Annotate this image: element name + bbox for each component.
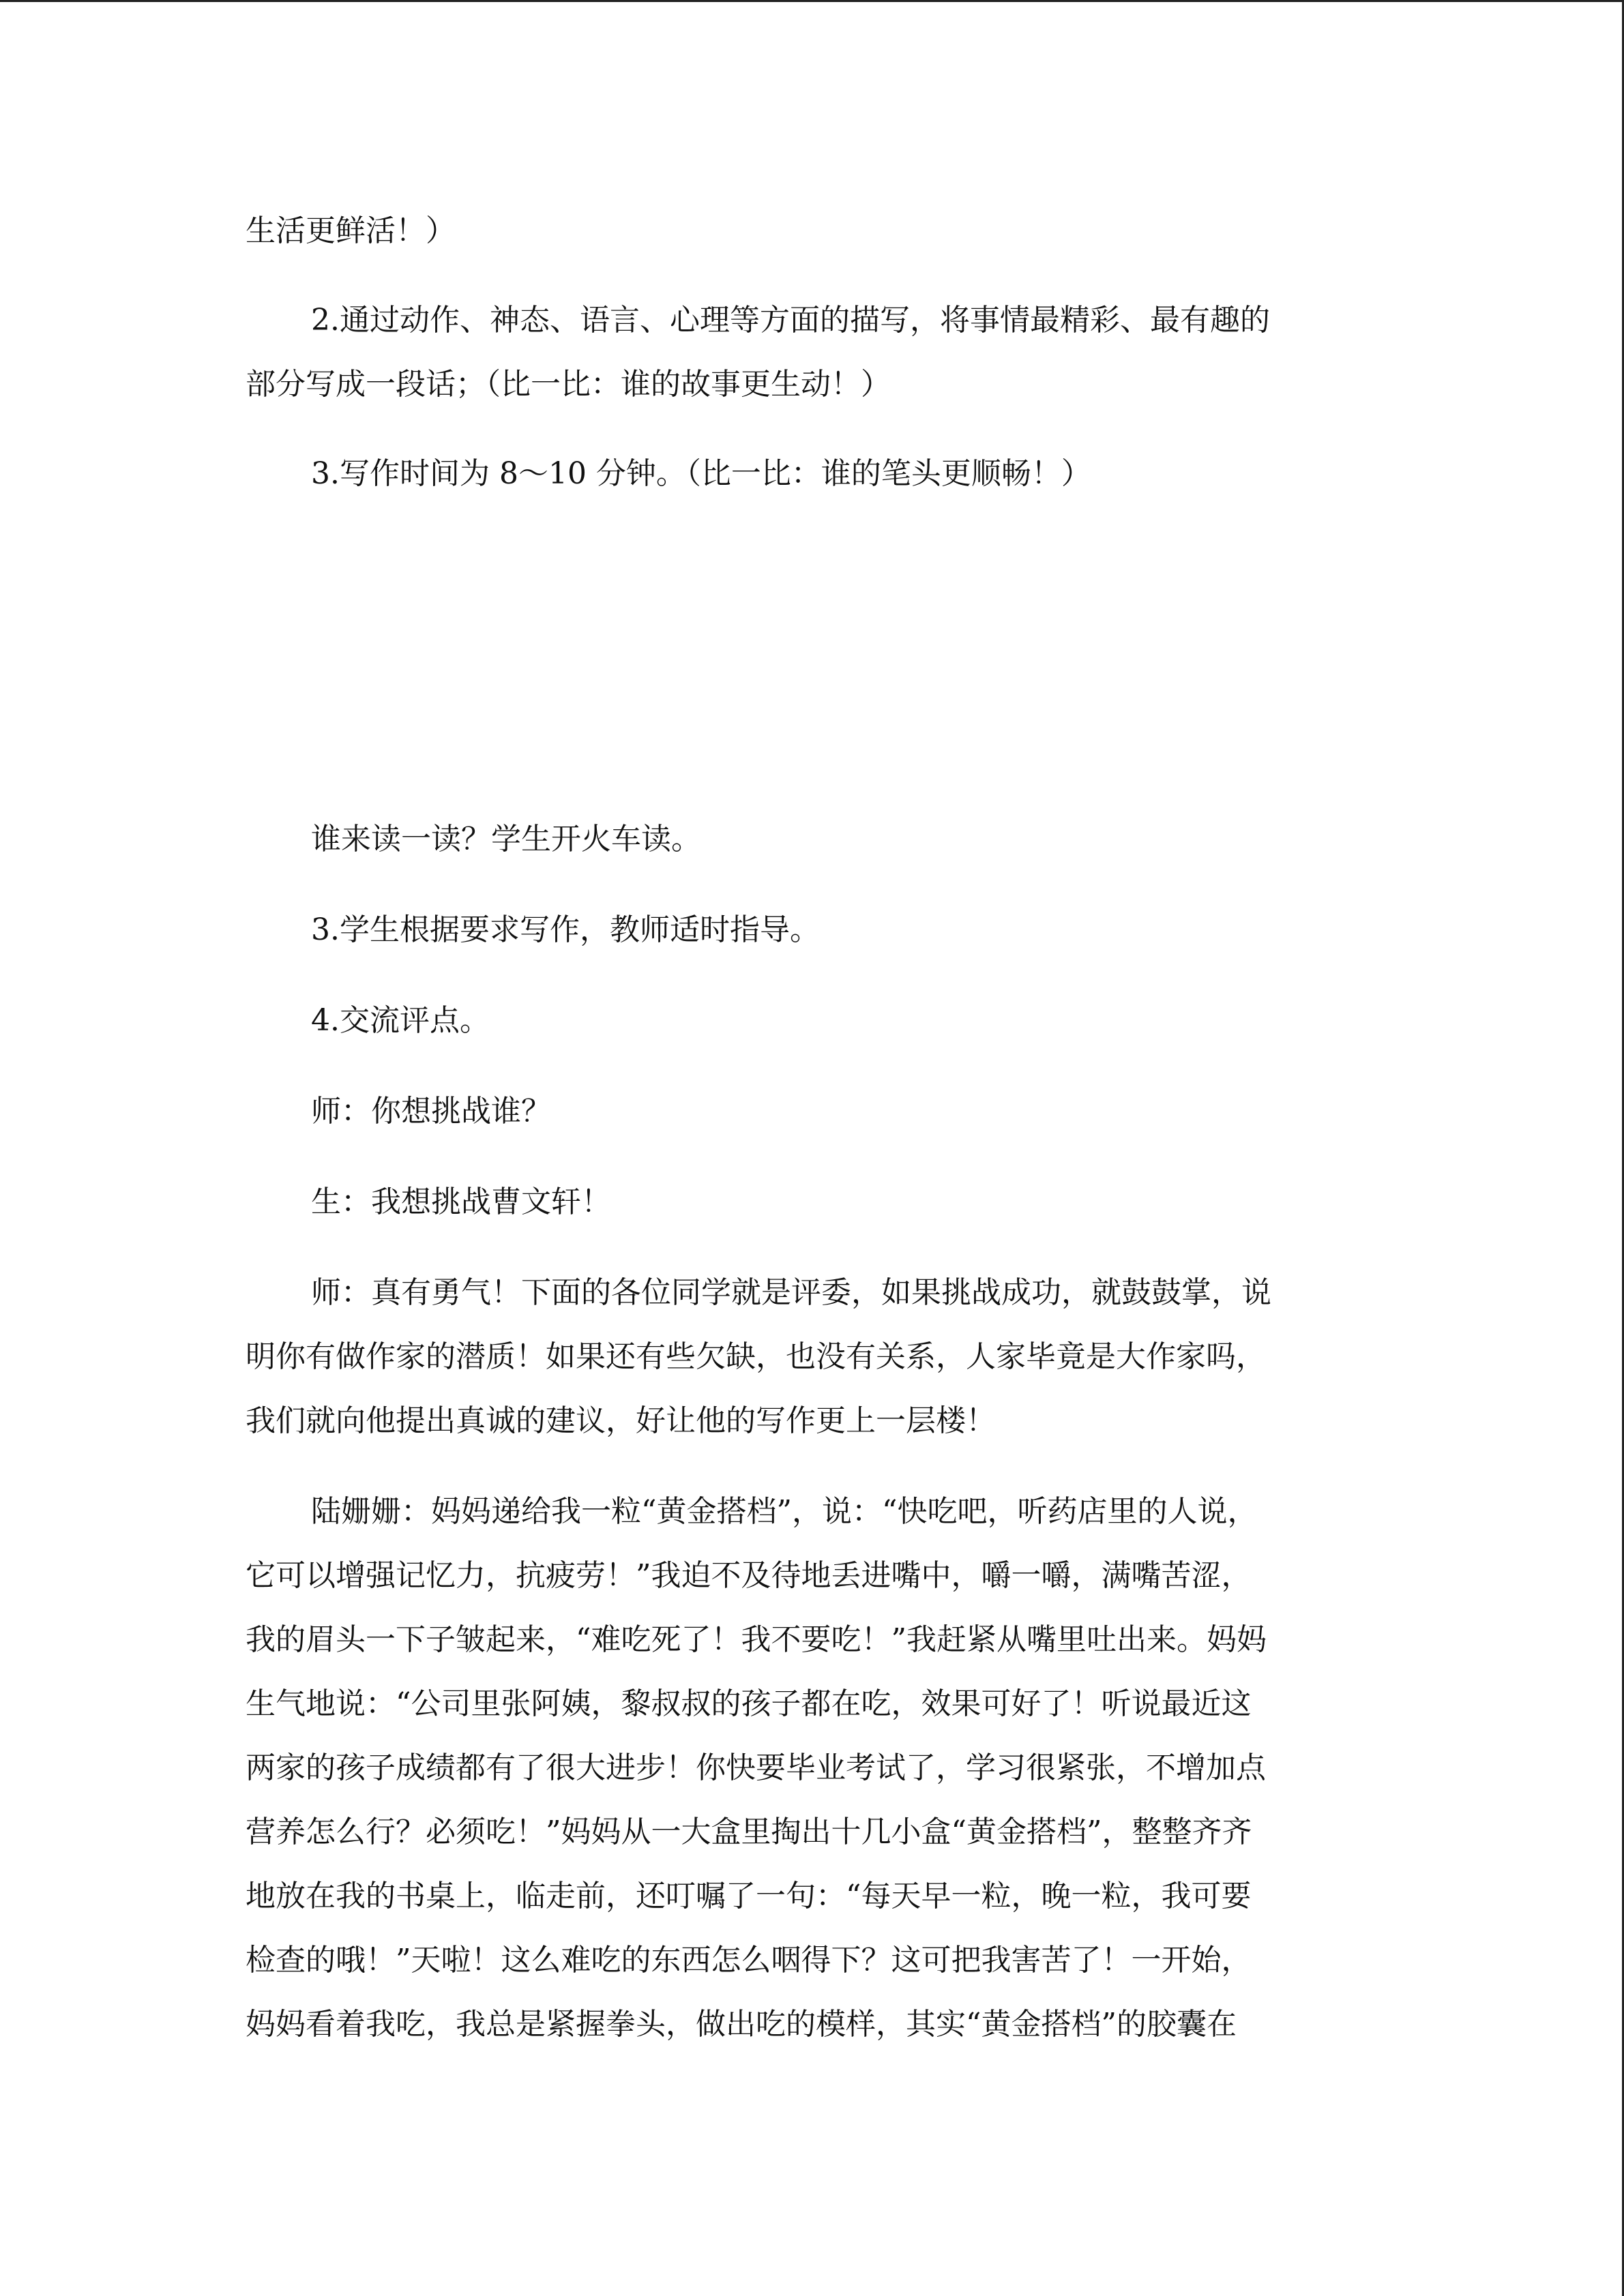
essay-line: 生气地说：“公司里张阿姨，黎叔叔的孩子都在吃，效果可好了！听说最近这: [246, 1686, 1252, 1721]
text-line-item3: 3.写作时间为 8～10 分钟。（比一比：谁的笔头更顺畅！）: [311, 456, 1091, 491]
teacher-paragraph-line: 师：真有勇气！下面的各位同学就是评委，如果挑战成功，就鼓鼓掌，说: [311, 1275, 1271, 1310]
essay-line: 妈妈看着我吃，我总是紧握拳头，做出吃的模样，其实“黄金搭档”的胶囊在: [246, 2007, 1237, 2042]
essay-line: 它可以增强记忆力，抗疲劳！”我迫不及待地丢进嘴中，嚼一嚼，满嘴苦涩，: [246, 1558, 1252, 1593]
page-top-border: [0, 0, 1624, 2]
text-line-item2-1: 2.通过动作、神态、语言、心理等方面的描写，将事情最精彩、最有趣的: [311, 303, 1270, 338]
text-line-teacher-question: 师：你想挑战谁？: [311, 1094, 551, 1129]
text-line-continuation: 生活更鲜活！）: [246, 213, 456, 248]
text-line-who-reads: 谁来读一读？学生开火车读。: [311, 822, 701, 856]
teacher-paragraph-line: 我们就向他提出真诚的建议，好让他的写作更上一层楼！: [246, 1403, 996, 1438]
essay-line: 我的眉头一下子皱起来，“难吃死了！我不要吃！”我赶紧从嘴里吐出来。妈妈: [246, 1622, 1267, 1657]
teacher-paragraph-line: 明你有做作家的潜质！如果还有些欠缺，也没有关系，人家毕竟是大作家吗，: [246, 1339, 1266, 1374]
essay-line: 两家的孩子成绩都有了很大进步！你快要毕业考试了，学习很紧张，不增加点: [246, 1750, 1266, 1785]
text-line-student-answer: 生：我想挑战曹文轩！: [311, 1184, 611, 1219]
text-line-step4: 4.交流评点。: [311, 1003, 490, 1038]
essay-line: 地放在我的书桌上，临走前，还叮嘱了一句：“每天早一粒，晚一粒，我可要: [246, 1879, 1252, 1913]
text-line-item2-2: 部分写成一段话；（比一比：谁的故事更生动！）: [246, 367, 891, 402]
essay-line: 检查的哦！”天啦！这么难吃的东西怎么咽得下？这可把我害苦了！一开始，: [246, 1943, 1252, 1978]
essay-line: 营养怎么行？必须吃！”妈妈从一大盒里掏出十几小盒“黄金搭档”，整整齐齐: [246, 1815, 1252, 1849]
teacher-paragraph: [246, 1261, 1378, 1453]
essay-line: 陆姗姗：妈妈递给我一粒“黄金搭档”，说：“快吃吧，听药店里的人说，: [311, 1494, 1258, 1529]
text-line-step3: 3.学生根据要求写作，教师适时指导。: [311, 912, 820, 947]
student-essay-paragraph: [246, 1480, 1378, 2057]
